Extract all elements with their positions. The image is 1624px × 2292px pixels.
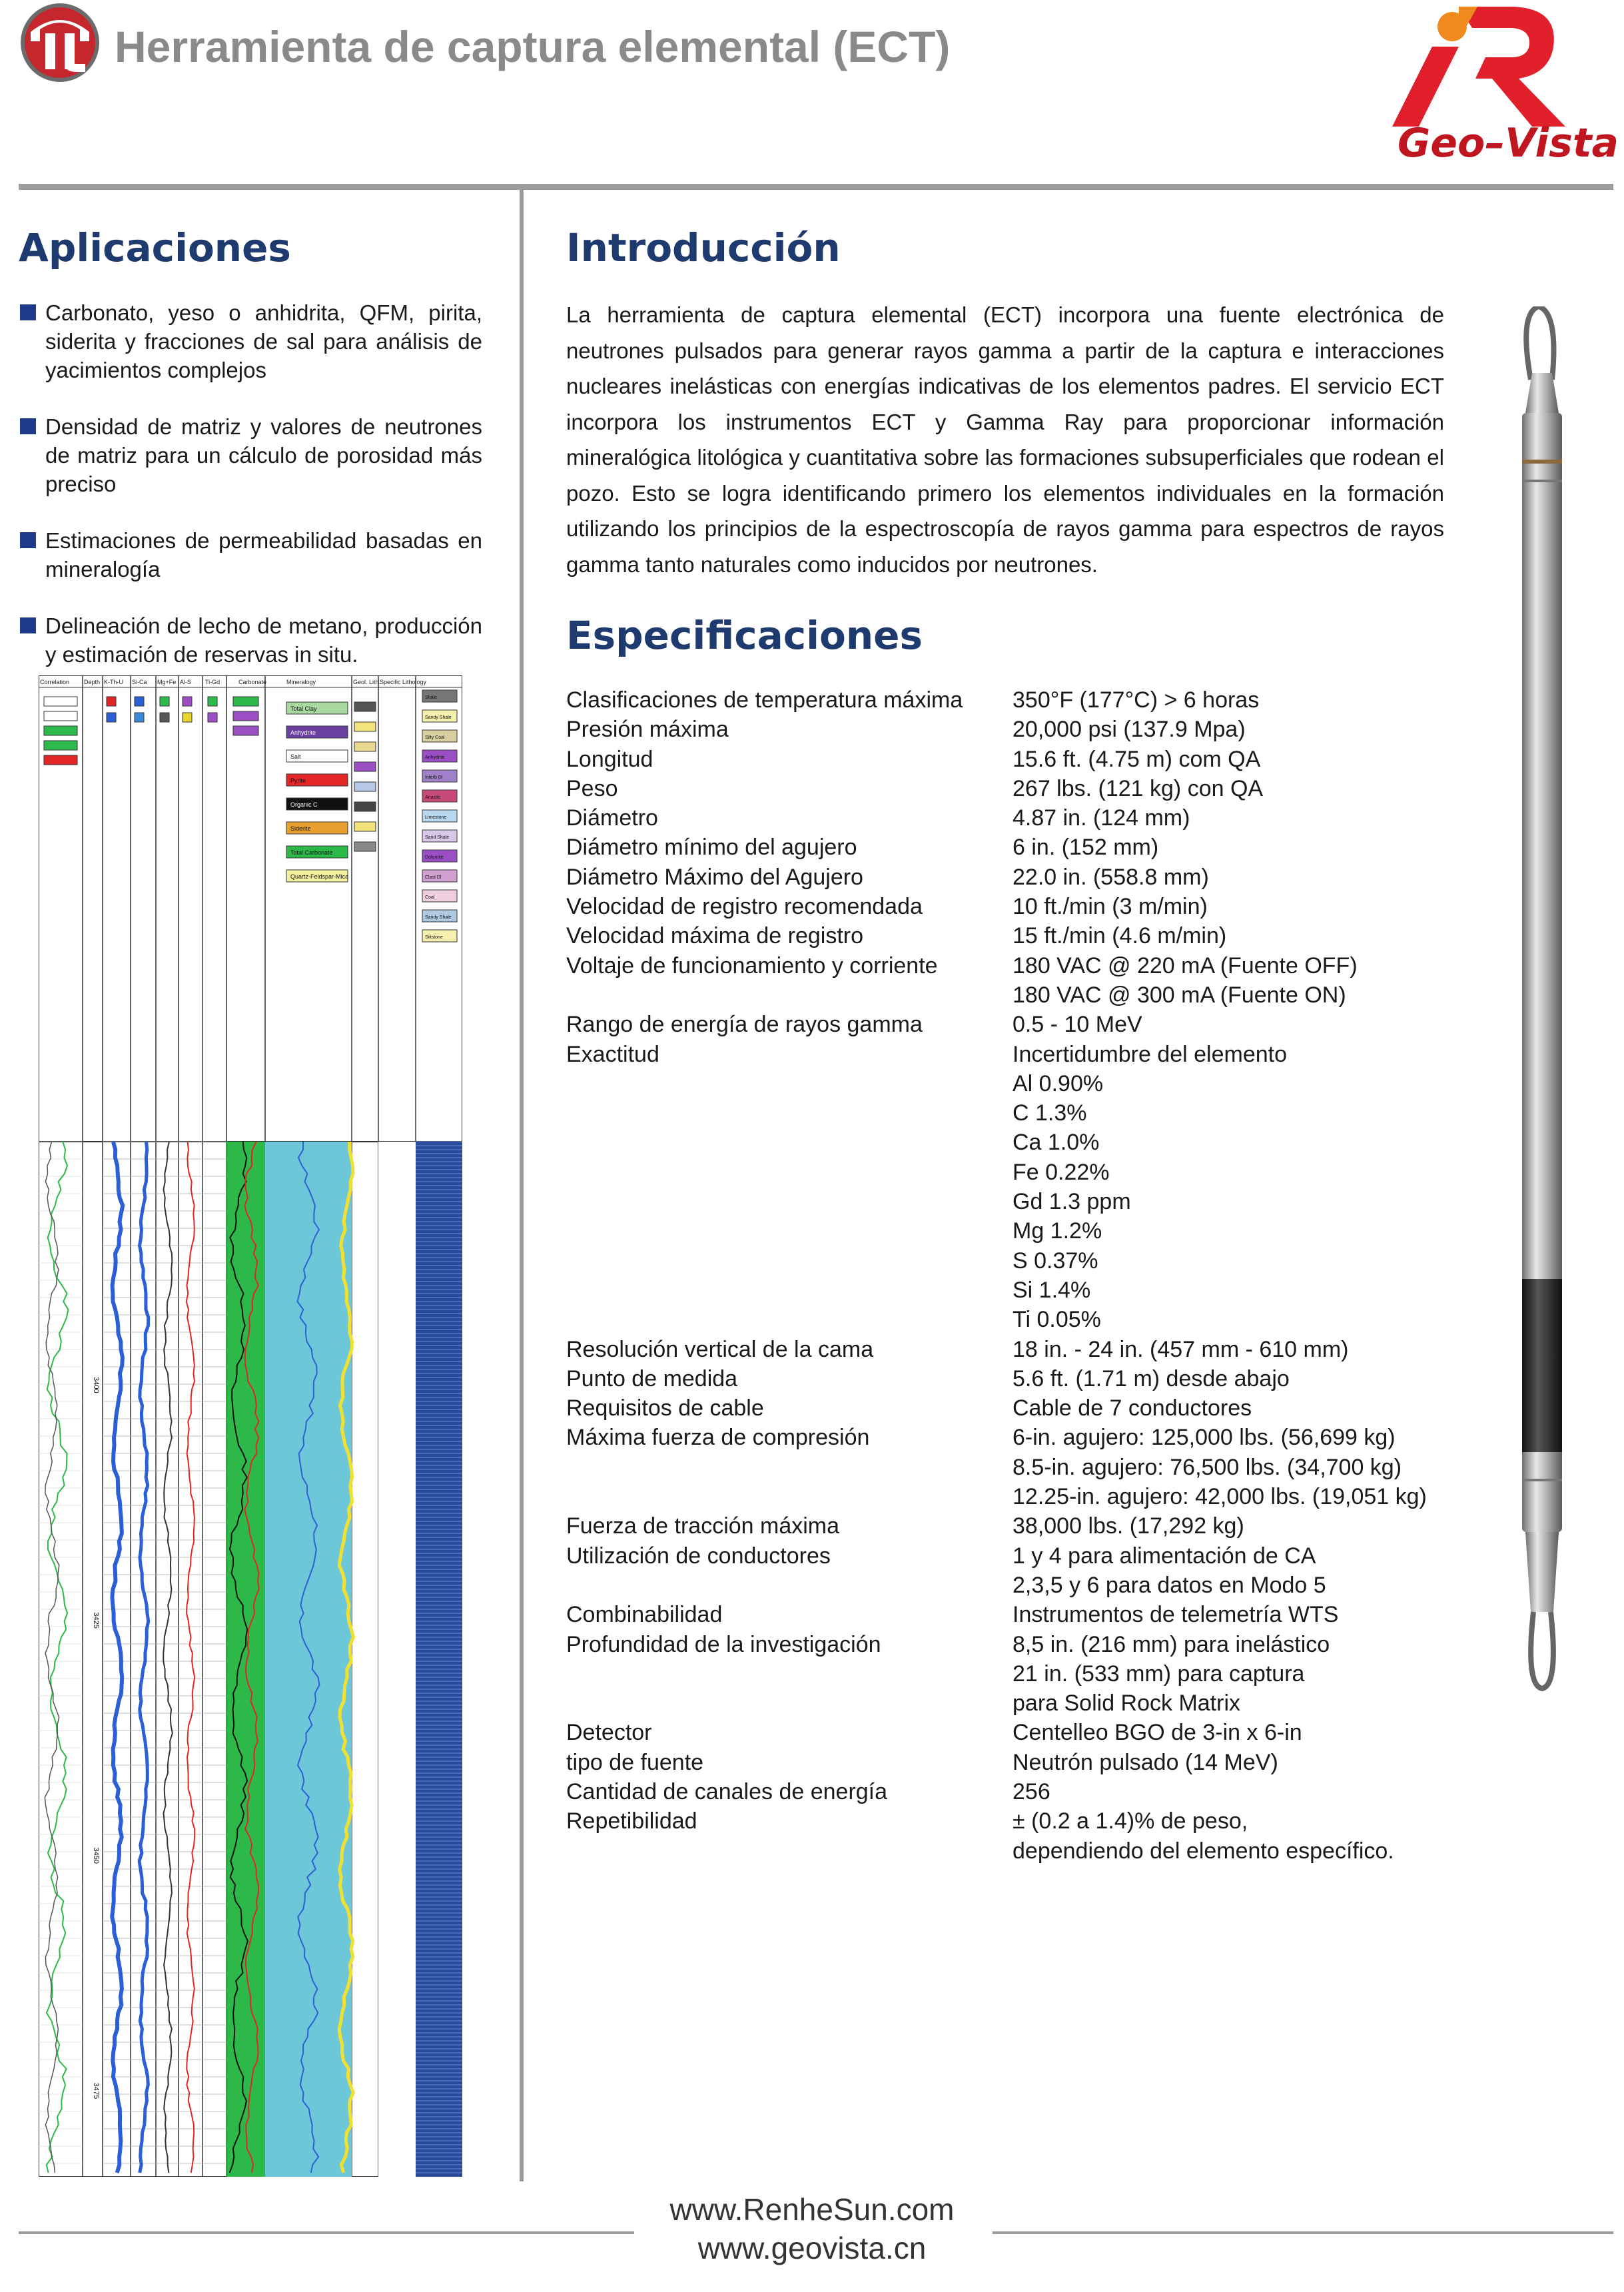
lithology-legend-label: Anhydrite bbox=[425, 755, 445, 760]
mineralogy-legend-label: Anhydrite bbox=[290, 729, 316, 736]
spec-row bbox=[566, 1393, 1479, 1423]
log-track-key bbox=[44, 697, 77, 706]
depth-label: 3475 bbox=[92, 2082, 100, 2100]
spec-row bbox=[566, 1541, 1479, 1601]
depth-label: 3450 bbox=[92, 1847, 100, 1864]
geol-lithology-swatch bbox=[354, 822, 376, 831]
spec-value-line: 0.5 - 10 MeV bbox=[1013, 1012, 1142, 1038]
spec-value-line: Al 0.90% bbox=[1013, 1070, 1104, 1096]
spec-row bbox=[566, 774, 1479, 803]
spec-value-line: Mg 1.2% bbox=[1013, 1218, 1102, 1244]
spec-value-line: 5.6 ft. (1.71 m) desde abajo bbox=[1013, 1365, 1290, 1391]
spec-label: Velocidad de registro recomendada bbox=[566, 894, 923, 920]
spec-value-line: Instrumentos de telemetría WTS bbox=[1013, 1602, 1339, 1628]
log-column-header: Specific Lithology bbox=[380, 679, 427, 685]
log-column-header: Si-Ca bbox=[132, 679, 147, 685]
spec-value bbox=[1013, 1423, 1479, 1511]
mineralogy-legend-label: Total Carbonate bbox=[290, 849, 333, 856]
spec-value-line: 15 ft./min (4.6 m/min) bbox=[1013, 923, 1227, 949]
spec-label: Presión máxima bbox=[566, 717, 729, 743]
log-column-header: Carbonate bbox=[238, 679, 267, 685]
spec-row bbox=[566, 1806, 1479, 1866]
mineralogy-legend-label: Organic C bbox=[290, 801, 318, 808]
spec-value-line: C 1.3% bbox=[1013, 1100, 1087, 1126]
spec-row bbox=[566, 1511, 1479, 1541]
spec-row bbox=[566, 1718, 1479, 1747]
lithology-legend-label: Limestone bbox=[425, 815, 447, 820]
log-track-key bbox=[107, 697, 116, 706]
spec-value bbox=[1013, 1806, 1479, 1866]
list-item: Estimaciones de permeabilidad basadas en mineralogía bbox=[20, 526, 482, 583]
depth-label: 3425 bbox=[92, 1612, 100, 1629]
spec-value-line: 256 bbox=[1013, 1778, 1050, 1804]
spec-row bbox=[566, 1777, 1479, 1806]
lithology-legend-label: Anastic bbox=[425, 795, 440, 800]
spec-value bbox=[1013, 1777, 1479, 1806]
lithology-legend-label: Shale bbox=[425, 695, 437, 700]
geol-lithology-swatch bbox=[354, 842, 376, 851]
log-column-header: Al-S bbox=[180, 679, 192, 685]
spec-label: Utilización de conductores bbox=[566, 1543, 831, 1569]
spec-label: Punto de medida bbox=[566, 1365, 738, 1391]
spec-value-line: 18 in. - 24 in. (457 mm - 610 mm) bbox=[1013, 1336, 1349, 1362]
lithology-legend-label: Interb Dl bbox=[425, 775, 443, 780]
mineralogy-legend-label: Total Clay bbox=[290, 705, 317, 712]
log-column-header: Correlation bbox=[40, 679, 70, 685]
log-column-header: K-Th-U bbox=[104, 679, 123, 685]
spec-value-line: 2,3,5 y 6 para datos en Modo 5 bbox=[1013, 1572, 1326, 1598]
footer-link-renhesun[interactable]: www.RenheSun.com bbox=[669, 2192, 955, 2227]
spec-value-line: 4.87 in. (124 mm) bbox=[1013, 805, 1190, 831]
spec-row bbox=[566, 1335, 1479, 1364]
spec-label: Profundidad de la investigación bbox=[566, 1631, 881, 1657]
spec-value bbox=[1013, 1040, 1479, 1335]
spec-row bbox=[566, 833, 1479, 862]
header-divider bbox=[19, 184, 1613, 190]
bullet-icon bbox=[20, 418, 36, 434]
spec-row bbox=[566, 1748, 1479, 1777]
spec-label: Máxima fuerza de compresión bbox=[566, 1425, 870, 1451]
lithology-legend-label: Clast Dl bbox=[425, 875, 442, 880]
spec-label: Exactitud bbox=[566, 1041, 659, 1067]
spec-value-line: 22.0 in. (558.8 mm) bbox=[1013, 864, 1209, 890]
applications-heading: Aplicaciones bbox=[19, 225, 291, 270]
spec-value-line: Ti 0.05% bbox=[1013, 1307, 1101, 1333]
bullet-icon bbox=[20, 304, 36, 320]
log-track-key bbox=[183, 713, 192, 722]
spec-value-line: Fe 0.22% bbox=[1013, 1159, 1110, 1185]
spec-value bbox=[1013, 1010, 1479, 1039]
geol-lithology-swatch bbox=[354, 782, 376, 791]
spec-value-line: 6 in. (152 mm) bbox=[1013, 835, 1159, 861]
mineralogy-legend-label: Pyrite bbox=[290, 777, 306, 784]
log-track-key bbox=[44, 726, 77, 735]
spec-label: Detector bbox=[566, 1720, 652, 1746]
column-divider bbox=[520, 190, 524, 2181]
log-track-key bbox=[233, 711, 258, 721]
log-column-header: Geol. Lith. bbox=[353, 679, 381, 685]
spec-value-line: Si 1.4% bbox=[1013, 1277, 1091, 1303]
spec-row bbox=[566, 1010, 1479, 1039]
spec-row bbox=[566, 803, 1479, 833]
log-track-key bbox=[160, 697, 169, 706]
spec-row bbox=[566, 921, 1479, 951]
log-track-key bbox=[135, 713, 144, 722]
spec-value-line: 180 VAC @ 220 mA (Fuente OFF) bbox=[1013, 953, 1358, 978]
spec-row bbox=[566, 1423, 1479, 1511]
spec-label: tipo de fuente bbox=[566, 1749, 704, 1775]
lithology-legend-label: Sandy Shale bbox=[425, 715, 452, 720]
spec-label: Clasificaciones de temperatura máxima bbox=[566, 687, 963, 713]
spec-value bbox=[1013, 863, 1479, 892]
mineralogy-legend-label: Siderite bbox=[290, 825, 311, 832]
mineralogy-track-fill bbox=[265, 1142, 352, 2177]
well-log-figure bbox=[39, 675, 462, 2177]
spec-value-line: 6-in. agujero: 125,000 lbs. (56,699 kg) bbox=[1013, 1425, 1396, 1451]
log-track-key bbox=[233, 697, 258, 706]
spec-value bbox=[1013, 715, 1479, 744]
log-column-header: Ti-Gd bbox=[205, 679, 220, 685]
spec-label: Diámetro Máximo del Agujero bbox=[566, 864, 863, 890]
log-track-key bbox=[208, 713, 217, 722]
footer-link-geovista[interactable]: www.geovista.cn bbox=[697, 2231, 927, 2265]
spec-value-line: Gd 1.3 ppm bbox=[1013, 1189, 1131, 1215]
log-track-key bbox=[44, 755, 77, 765]
spec-value bbox=[1013, 1393, 1479, 1423]
spec-label: Combinabilidad bbox=[566, 1602, 723, 1628]
log-track-key bbox=[208, 697, 217, 706]
spec-value bbox=[1013, 803, 1479, 833]
specifications-heading: Especificaciones bbox=[566, 613, 923, 658]
geol-lithology-swatch bbox=[354, 802, 376, 811]
page-title: Herramienta de captura elemental (ECT) bbox=[115, 22, 951, 71]
spec-value bbox=[1013, 1630, 1479, 1719]
spec-value bbox=[1013, 1718, 1479, 1747]
spec-value bbox=[1013, 833, 1479, 862]
spec-value-line: Neutrón pulsado (14 MeV) bbox=[1013, 1749, 1278, 1775]
spec-value bbox=[1013, 892, 1479, 921]
spec-value-line: Ca 1.0% bbox=[1013, 1130, 1100, 1156]
spec-row bbox=[566, 745, 1479, 774]
spec-row bbox=[566, 685, 1479, 715]
brand-name: Geo–Vista bbox=[1398, 120, 1619, 167]
spec-row bbox=[566, 892, 1479, 921]
lithology-legend-label: Sand Shale bbox=[425, 835, 450, 840]
spec-value-line: 267 lbs. (121 kg) con QA bbox=[1013, 775, 1264, 801]
spec-label: Diámetro bbox=[566, 805, 658, 831]
spec-value-line: 8,5 in. (216 mm) para inelástico bbox=[1013, 1631, 1330, 1657]
spec-value-line: S 0.37% bbox=[1013, 1248, 1098, 1274]
spec-value bbox=[1013, 1541, 1479, 1601]
spec-row bbox=[566, 951, 1479, 1010]
spec-value bbox=[1013, 685, 1479, 715]
specifications-table bbox=[566, 685, 1479, 1866]
spec-value bbox=[1013, 774, 1479, 803]
log-track-key bbox=[183, 697, 192, 706]
log-track-key bbox=[160, 713, 169, 722]
lithology-legend-label: Dolomite bbox=[425, 855, 444, 860]
introduction-text: La herramienta de captura elemental (ECT) incorpora una fuente electrónica de neutrones pulsados para generar rayos gamma a partir de la captura e interacciones nucleares inelásticas con energías indicativas de los elementos padres. El servicio ECT incorpora los instrumentos ECT y Gamma Ray para proporcionar información mineralógica litológica y cuantitativa sobre las formaciones subsuperficiales que rodean el pozo. Esto se logra identificando primero los elementos individuales en la formación utilizando los principios de la espectroscopía de rayos gamma para espectros de rayos gamma tanto naturales como inducidos por neutrones. bbox=[566, 302, 1444, 577]
depth-label: 3400 bbox=[92, 1377, 100, 1393]
spec-value-line: 20,000 psi (137.9 Mpa) bbox=[1013, 717, 1246, 743]
log-track-key bbox=[107, 713, 116, 722]
spec-value-line: Cable de 7 conductores bbox=[1013, 1395, 1252, 1421]
lithology-legend-label: Silty Coal bbox=[425, 735, 445, 740]
spec-label: Velocidad máxima de registro bbox=[566, 923, 864, 949]
geol-lithology-swatch bbox=[354, 702, 376, 711]
spec-value bbox=[1013, 1511, 1479, 1541]
spec-value-line: para Solid Rock Matrix bbox=[1013, 1691, 1241, 1717]
geo-vista-logo bbox=[1359, 0, 1619, 172]
spec-label: Longitud bbox=[566, 746, 653, 772]
bullet-icon bbox=[20, 532, 36, 548]
spec-row bbox=[566, 863, 1479, 892]
spec-value-line: 21 in. (533 mm) para captura bbox=[1013, 1661, 1305, 1687]
spec-value-line: 1 y 4 para alimentación de CA bbox=[1013, 1543, 1316, 1569]
spec-value-line: 15.6 ft. (4.75 m) com QA bbox=[1013, 746, 1261, 772]
spec-value-line: dependiendo del elemento específico. bbox=[1013, 1838, 1394, 1864]
spec-value bbox=[1013, 1600, 1479, 1629]
spec-label: Rango de energía de rayos gamma bbox=[566, 1012, 923, 1038]
spec-value bbox=[1013, 951, 1479, 1010]
log-column-header: Mg+Fe bbox=[157, 679, 177, 685]
spec-label: Diámetro mínimo del agujero bbox=[566, 835, 857, 861]
spec-row bbox=[566, 1630, 1479, 1719]
lithology-track-fill bbox=[416, 1142, 462, 2177]
list-item: Delineación de lecho de metano, producción y estimación de reservas in situ. bbox=[20, 611, 482, 669]
spec-label: Fuerza de tracción máxima bbox=[566, 1513, 840, 1539]
spec-value bbox=[1013, 1335, 1479, 1364]
company-logo-icon bbox=[19, 3, 101, 83]
spec-row bbox=[566, 1600, 1479, 1629]
spec-value bbox=[1013, 1364, 1479, 1393]
ect-tool-image bbox=[1492, 306, 1592, 1692]
spec-value-line: 10 ft./min (3 m/min) bbox=[1013, 894, 1208, 920]
spec-label: Cantidad de canales de energía bbox=[566, 1778, 888, 1804]
spec-value-line: 8.5-in. agujero: 76,500 lbs. (34,700 kg) bbox=[1013, 1454, 1402, 1480]
log-track-key bbox=[135, 697, 144, 706]
mineralogy-legend-label: Salt bbox=[290, 753, 301, 760]
spec-row bbox=[566, 715, 1479, 744]
log-track-key bbox=[233, 726, 258, 735]
list-item: Densidad de matriz y valores de neutrones de matriz para un cálculo de porosidad más preciso bbox=[20, 412, 482, 498]
geol-lithology-swatch bbox=[354, 742, 376, 751]
spec-value-line: 350°F (177°C) > 6 horas bbox=[1013, 687, 1260, 713]
log-track-key bbox=[44, 741, 77, 750]
spec-value-line: 38,000 lbs. (17,292 kg) bbox=[1013, 1513, 1244, 1539]
geol-lithology-swatch bbox=[354, 762, 376, 771]
spec-value-line: Incertidumbre del elemento bbox=[1013, 1041, 1288, 1067]
applications-list bbox=[20, 298, 482, 669]
spec-label: Peso bbox=[566, 775, 618, 801]
mineralogy-legend-label: Quartz-Feldspar-Mica bbox=[290, 873, 349, 880]
spec-row bbox=[566, 1364, 1479, 1393]
spec-label: Repetibilidad bbox=[566, 1808, 697, 1834]
log-column-header: Depth bbox=[84, 679, 101, 685]
geol-track-fill bbox=[378, 1142, 416, 2177]
lithology-legend-label: Coal bbox=[425, 895, 435, 900]
spec-label: Resolución vertical de la cama bbox=[566, 1336, 874, 1362]
spec-value-line: Centelleo BGO de 3-in x 6-in bbox=[1013, 1720, 1302, 1746]
geol-lithology-swatch bbox=[354, 722, 376, 731]
lithology-legend-label: Sandy Shale bbox=[425, 915, 452, 920]
spec-label: Requisitos de cable bbox=[566, 1395, 764, 1421]
bullet-icon bbox=[20, 617, 36, 633]
carbonate-track-fill bbox=[226, 1142, 265, 2177]
spec-value bbox=[1013, 745, 1479, 774]
lithology-legend-label: Siltstone bbox=[425, 935, 443, 940]
log-track-key bbox=[44, 711, 77, 721]
spec-label: Voltaje de funcionamiento y corriente bbox=[566, 953, 938, 978]
spec-value bbox=[1013, 921, 1479, 951]
spec-value-line: 12.25-in. agujero: 42,000 lbs. (19,051 kg) bbox=[1013, 1484, 1427, 1510]
list-item: Carbonato, yeso o anhidrita, QFM, pirita, siderita y fracciones de sal para análisis de yacimientos complejos bbox=[20, 298, 482, 384]
log-column-header: Mineralogy bbox=[286, 679, 316, 685]
spec-value-line: 180 VAC @ 300 mA (Fuente ON) bbox=[1013, 982, 1346, 1008]
introduction-heading: Introducción bbox=[566, 225, 841, 270]
spec-value bbox=[1013, 1748, 1479, 1777]
spec-row bbox=[566, 1040, 1479, 1335]
spec-value-line: ± (0.2 a 1.4)% de peso, bbox=[1013, 1808, 1248, 1834]
